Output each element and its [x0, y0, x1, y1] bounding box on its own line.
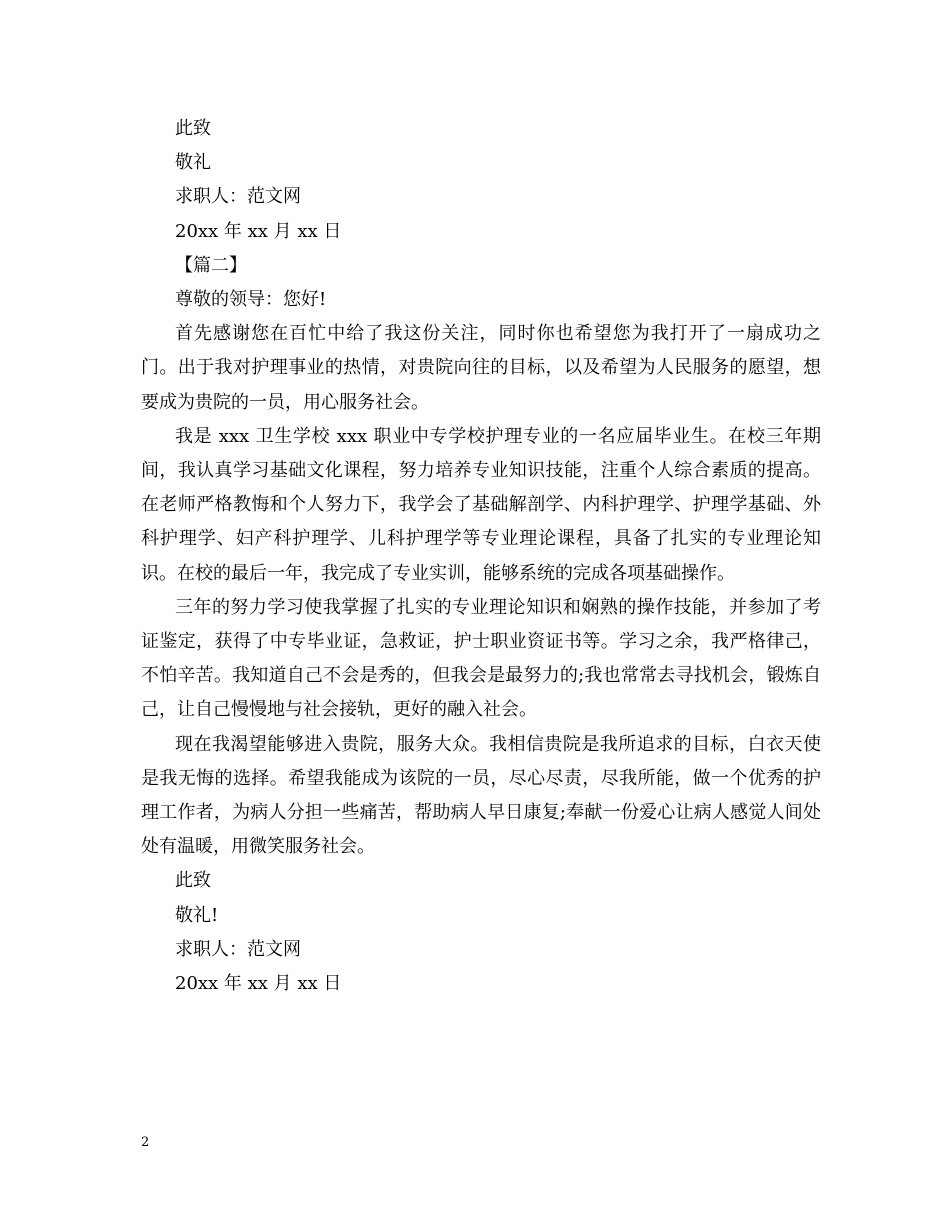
body-paragraph: 首先感谢您在百忙中给了我这份关注，同时你也希望您为我打开了一扇成功之门。出于我对护理事业的热情，对贵院向往的目标，以及希望为人民服务的愿望，想要成为贵院的一员，用心服务社会。 [141, 323, 821, 413]
body-paragraph: 我是 xxx 卫生学校 xxx 职业中专学校护理专业的一名应届毕业生。在校三年期间，我认真学习基础文化课程，努力培养专业知识技能，注重个人综合素质的提高。在老师严格教悔和个人努力下，我学会了基础解剖学、内科护理学、护理学基础、外科护理学、妇产科护理学、儿科护理学等专业理论课程，具备了扎实的专业理论知识。在校的最后一年，我完成了专业实训，能够系统的完成各项基础操作。 [141, 425, 821, 584]
applicant-signature: 求职人：范文网 [175, 186, 301, 208]
document-body [141, 112, 821, 1001]
closing-regards: 敬礼! [175, 904, 219, 926]
page-number: 2 [141, 1135, 150, 1150]
closing-salutation: 此致 [175, 870, 211, 892]
closing-regards: 敬礼 [175, 152, 211, 174]
applicant-signature: 求职人：范文网 [175, 938, 301, 960]
body-paragraph: 三年的努力学习使我掌握了扎实的专业理论知识和娴熟的操作技能，并参加了考证鉴定，获得了中专毕业证，急救证，护士职业资证书等。学习之余，我严格律己，不怕辛苦。我知道自己不会是秀的，但我会是最努力的;我也常常去寻找机会，锻炼自己，让自己慢慢地与社会接轨，更好的融入社会。 [141, 596, 821, 721]
body-paragraph: 现在我渴望能够进入贵院，服务大众。我相信贵院是我所追求的目标，白衣天使是我无悔的选择。希望我能成为该院的一员，尽心尽责，尽我所能，做一个优秀的护理工作者，为病人分担一些痛苦，帮助病人早日康复;奉献一份爱心让病人感觉人间处处有温暖，用微笑服务社会。 [141, 733, 821, 858]
section-heading: 【篇二】 [175, 254, 247, 276]
letter-date: 20xx 年 xx 月 xx 日 [175, 220, 342, 242]
letter-greeting: 尊敬的领导：您好! [175, 289, 327, 311]
closing-salutation: 此致 [175, 118, 211, 139]
letter-date: 20xx 年 xx 月 xx 日 [175, 973, 342, 995]
